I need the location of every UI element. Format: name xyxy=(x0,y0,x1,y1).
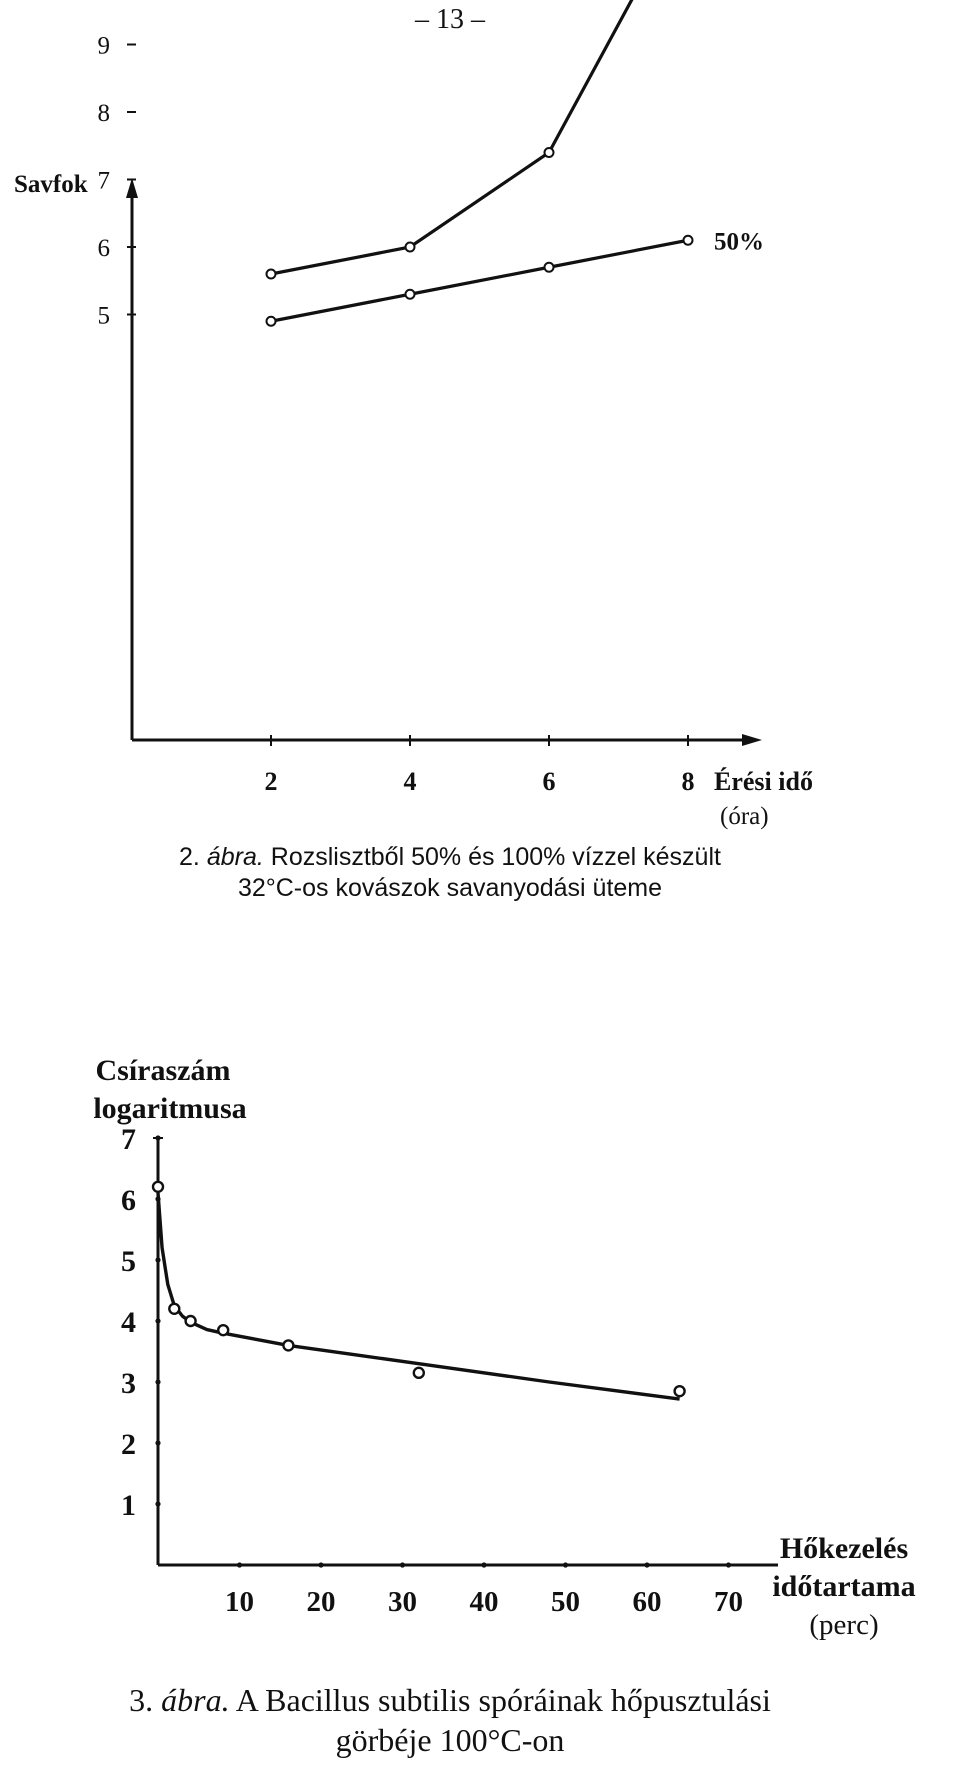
x-axis-label-line1: Hőkezelés xyxy=(779,1532,909,1565)
x-axis-label: Érési idő xyxy=(714,767,813,796)
y-axis-label-line2: logaritmusa xyxy=(93,1092,247,1125)
data-point xyxy=(267,270,276,279)
caption-number: 3. xyxy=(129,1682,154,1718)
x-tick-label: 10 xyxy=(225,1586,254,1618)
caption-text-line2: görbéje 100°C-on xyxy=(335,1722,565,1758)
x-tick-label: 20 xyxy=(306,1586,336,1618)
x-tick xyxy=(644,1562,649,1567)
chart-heat-death-curve xyxy=(0,1040,940,1640)
data-point xyxy=(545,263,554,272)
y-tick xyxy=(155,1379,160,1384)
y-tick-label: 5 xyxy=(121,1245,136,1278)
series-label: 50% xyxy=(714,228,764,256)
y-tick-label: 6 xyxy=(121,1184,136,1217)
x-axis-unit: (perc) xyxy=(809,1609,879,1641)
x-tick xyxy=(726,1562,731,1567)
y-axis-arrow xyxy=(126,178,138,198)
page-number: – 13 – xyxy=(415,4,485,35)
x-tick-label: 30 xyxy=(388,1586,417,1618)
y-tick-label: 7 xyxy=(121,1123,136,1156)
x-tick xyxy=(400,1562,405,1567)
chart-souring-rate xyxy=(0,32,900,830)
x-tick-label: 2 xyxy=(264,767,278,796)
x-axis-arrow xyxy=(742,734,762,746)
data-point xyxy=(414,1368,424,1378)
caption-text-line1: Rozslisztből 50% és 100% vízzel készült xyxy=(270,843,721,871)
data-point xyxy=(169,1304,179,1314)
figure-3-caption xyxy=(0,1680,900,1760)
data-point xyxy=(267,317,276,326)
y-tick-label: 3 xyxy=(121,1367,136,1400)
x-tick-label: 40 xyxy=(469,1586,499,1618)
y-tick-label: 4 xyxy=(121,1306,136,1339)
x-tick xyxy=(237,1562,242,1567)
y-tick-label: 5 xyxy=(97,302,110,330)
data-point xyxy=(218,1325,228,1335)
x-tick-label: 4 xyxy=(403,767,417,796)
y-tick-label: 2 xyxy=(121,1428,136,1461)
series-line-0 xyxy=(271,0,688,274)
caption-label: ábra. xyxy=(206,843,264,871)
x-tick-label: 50 xyxy=(551,1586,580,1618)
y-tick-label: 7 xyxy=(97,167,110,195)
data-point xyxy=(283,1340,293,1350)
x-tick-label: 70 xyxy=(714,1586,743,1618)
series-line-1 xyxy=(271,240,688,321)
x-tick xyxy=(563,1562,568,1567)
x-tick xyxy=(318,1562,323,1567)
caption-text-line2: 32°C-os kovászok savanyodási üteme xyxy=(237,874,663,903)
data-point xyxy=(153,1182,163,1192)
y-axis-label-line1: Csíraszám xyxy=(95,1054,231,1087)
x-tick xyxy=(481,1562,486,1567)
caption-label: ábra. xyxy=(161,1682,230,1718)
y-tick xyxy=(155,1440,160,1445)
y-tick xyxy=(155,1318,160,1323)
data-point xyxy=(406,290,415,299)
data-point xyxy=(545,148,554,157)
y-tick-label: 9 xyxy=(97,32,110,60)
x-tick-label: 8 xyxy=(681,767,695,796)
figure-2-caption xyxy=(0,842,900,905)
data-point xyxy=(186,1316,196,1326)
y-tick xyxy=(155,1501,160,1506)
data-point xyxy=(675,1386,685,1396)
y-tick-label: 6 xyxy=(97,235,110,262)
caption-text-line1: A Bacillus subtilis spóráinak hőpusztulási xyxy=(235,1682,771,1718)
y-axis-label: Savfok xyxy=(14,171,88,198)
y-tick-label: 8 xyxy=(97,100,110,127)
x-tick-label: 6 xyxy=(542,767,556,796)
data-point xyxy=(684,236,693,245)
caption-number: 2. xyxy=(179,843,200,871)
y-tick xyxy=(155,1257,160,1262)
y-tick xyxy=(155,1135,160,1140)
x-axis-label-line2: időtartama xyxy=(772,1570,916,1603)
data-point xyxy=(406,243,415,252)
x-tick-label: 60 xyxy=(632,1586,662,1618)
y-tick-label: 1 xyxy=(121,1489,136,1522)
x-axis-unit: (óra) xyxy=(720,803,769,830)
